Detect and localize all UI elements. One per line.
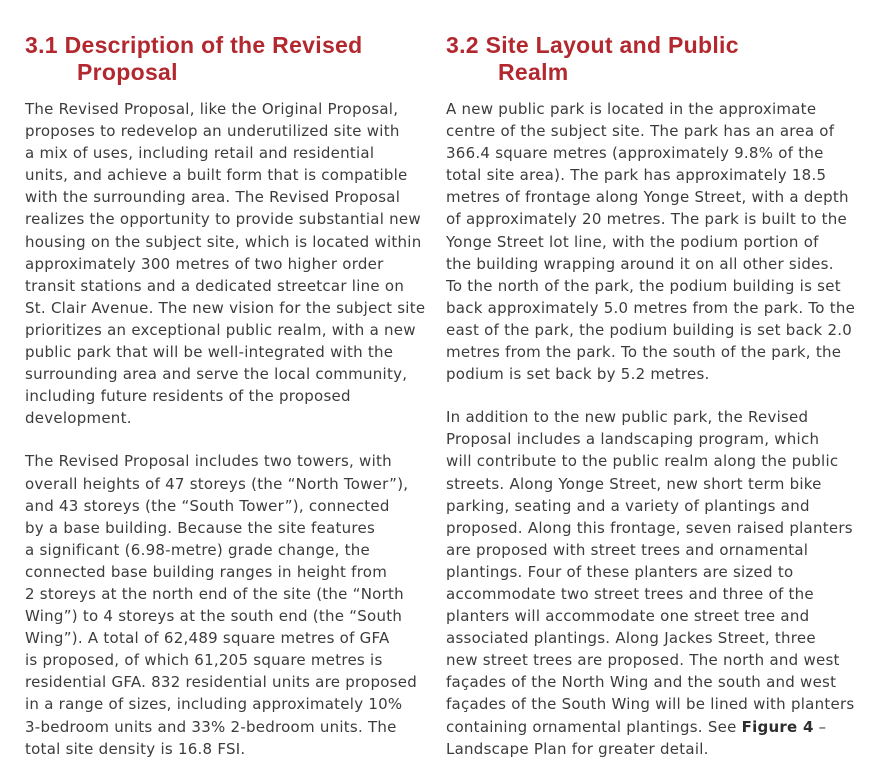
paragraph [25, 98, 426, 429]
text-line: metres from the park. To the south of the park, the [446, 343, 842, 362]
text-line: Yonge Street lot line, with the podium portion of [446, 232, 819, 251]
section-3-1-heading [25, 32, 417, 86]
text-line: façades of the South Wing will be lined with planters [446, 695, 855, 714]
text-line: development. [25, 409, 132, 428]
section-number: 3.2 [446, 32, 479, 58]
text-line: In addition to the new public park, the Revised [446, 408, 809, 427]
text-line: overall heights of 47 storeys (the “North Tower”), [25, 474, 409, 493]
text-line: podium is set back by 5.2 metres. [446, 365, 710, 384]
text-line: connected base building ranges in height from [25, 562, 388, 581]
section-number: 3.1 [25, 32, 58, 58]
text-line: Landscape Plan for greater detail. [446, 739, 709, 758]
section-title-line1: Site Layout and Public [485, 32, 739, 58]
text-line: will contribute to the public realm along the public [446, 452, 839, 471]
figure-reference: Figure 4 [741, 717, 814, 736]
text-line: Wing”). A total of 62,489 square metres of GFA [25, 629, 390, 648]
section-title-line2: Proposal [77, 59, 178, 85]
text-line: realizes the opportunity to provide substantial new [25, 210, 421, 229]
section-3-1 [25, 32, 426, 781]
text-line: The Revised Proposal, like the Original Proposal, [25, 100, 399, 118]
text-line: 366.4 square metres (approximately 9.8% of the [446, 144, 824, 163]
text-line: with the surrounding area. The Revised Proposal [25, 188, 401, 207]
text-line: back approximately 5.0 metres from the park. To the [446, 298, 856, 317]
text-line: residential GFA. 832 residential units are proposed [25, 673, 417, 692]
text-line: façades of the North Wing and the south and west [446, 673, 837, 692]
text-line: in a range of sizes, including approximately 10% [25, 695, 403, 714]
text-line: public park that will be well-integrated with the [25, 343, 394, 362]
section-title-line1: Description of the Revised [64, 32, 363, 58]
text-line: by a base building. Because the site features [25, 518, 376, 537]
text-line: are proposed with street trees and ornamental [446, 540, 809, 559]
section-3-2 [446, 32, 856, 781]
text-line: containing ornamental plantings. See Figure 4 – [446, 717, 827, 736]
text-line: metres of frontage along Yonge Street, with a depth [446, 188, 849, 207]
text-line: A new public park is located in the approximate [446, 100, 817, 118]
text-line: associated plantings. Along Jackes Street, three [446, 629, 816, 648]
text-line: housing on the subject site, which is located within [25, 232, 422, 251]
text-line: St. Clair Avenue. The new vision for the subject site [25, 298, 426, 317]
text-line: streets. Along Yonge Street, new short term bike [446, 474, 822, 493]
text-line: Wing”) to 4 storeys at the south end (the “South [25, 607, 403, 626]
text-line: new street trees are proposed. The north and west [446, 651, 840, 670]
text-line: To the north of the park, the podium building is set [446, 276, 841, 295]
figure-dash: – [813, 717, 827, 736]
text-line: centre of the subject site. The park has an area of [446, 122, 835, 141]
text-line: prioritizes an exceptional public realm, with a new [25, 320, 416, 339]
section-title-line2: Realm [498, 59, 569, 85]
text-line: including future residents of the proposed [25, 387, 351, 406]
paragraph [446, 98, 856, 385]
paragraph-with-figure-ref [446, 406, 855, 760]
text-line: the building wrapping around it on all other sides. [446, 254, 834, 273]
text-line: units, and achieve a built form that is compatible [25, 166, 408, 185]
text-line: parking, seating and a variety of plantings and [446, 496, 810, 515]
text-line: total site density is 16.8 FSI. [25, 739, 246, 758]
text-line: transit stations and a dedicated streetcar line on [25, 276, 405, 295]
text-line: 3-bedroom units and 33% 2-bedroom units. The [25, 717, 397, 736]
text-line: of approximately 20 metres. The park is built to the [446, 210, 847, 229]
text-line: east of the park, the podium building is set back 2.0 [446, 320, 853, 339]
paragraph [25, 450, 417, 759]
text-line: and 43 storeys (the “South Tower”), connected [25, 496, 390, 515]
text-line: proposes to redevelop an underutilized site with [25, 122, 400, 141]
text-line: is proposed, of which 61,205 square metres is [25, 651, 383, 670]
text-line: proposed. Along this frontage, seven raised planters [446, 518, 853, 537]
text-line: plantings. Four of these planters are sized to [446, 562, 794, 581]
text-line: Proposal includes a landscaping program, which [446, 430, 820, 449]
text-line: 2 storeys at the north end of the site (the “North [25, 584, 404, 603]
text-line: a significant (6.98-metre) grade change, the [25, 540, 371, 559]
text-line: planters will accommodate one street tree and [446, 607, 810, 626]
text-line: surrounding area and serve the local community, [25, 365, 408, 384]
text-line: accommodate two street trees and three of the [446, 584, 814, 603]
text-line: a mix of uses, including retail and residential [25, 144, 375, 163]
text-line: total site area). The park has approximately 18.5 [446, 166, 827, 185]
section-3-2-heading [446, 32, 848, 86]
text-line: approximately 300 metres of two higher order [25, 254, 384, 273]
text-line: The Revised Proposal includes two towers, with [25, 452, 392, 471]
